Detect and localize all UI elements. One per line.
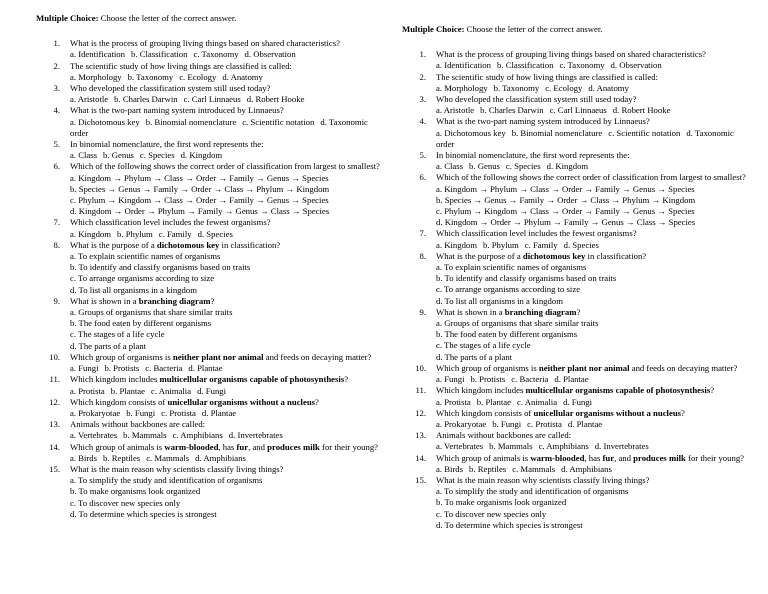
emphasis-text: fur [236, 441, 249, 452]
answer-choice: c. Amphibians [172, 430, 223, 441]
answer-choice: b. Genus [103, 150, 134, 161]
answer-choice: c. Taxonomy [559, 60, 605, 71]
answer-choice: d. Fungi [197, 385, 227, 396]
answer-choices [436, 60, 747, 71]
question-number: 2. [419, 71, 426, 82]
answer-choice: d. To list all organisms in a kingdom [436, 295, 563, 306]
question-number: 14. [49, 441, 60, 452]
answer-choice: b. The food eaten by different organisms [436, 329, 578, 340]
answer-choice: b. Phylum [483, 239, 519, 250]
question-number: 6. [53, 161, 60, 172]
question-text: Which group of organisms is neither plant nor animal and feeds on decaying matter? [70, 351, 372, 362]
answer-choice: d. Taxonomic order [70, 116, 368, 138]
question-list [36, 38, 381, 520]
question-number: 14. [415, 452, 426, 463]
answer-choice: c. Carl Linnaeus [549, 105, 607, 116]
question-number: 15. [49, 463, 60, 474]
answer-choices [436, 83, 747, 94]
answer-choice: a. Dichotomous key [70, 116, 140, 127]
answer-choice: b. Reptiles [469, 463, 507, 474]
section-heading [36, 13, 381, 24]
answer-choice: b. Classification [131, 49, 188, 60]
answer-choice: b. Mammals [123, 430, 167, 441]
section-heading [402, 24, 747, 35]
answer-choice: c. Phylum → Kingdom → Class → Order → Family → Genus → Species [436, 206, 695, 217]
emphasis-text: branching diagram [138, 295, 211, 306]
question-number: 3. [53, 83, 60, 94]
answer-choices [70, 430, 381, 441]
question-text: Which kingdom consists of unicellular organisms without a nucleus? [70, 396, 319, 407]
emphasis-text: neither plant nor animal [538, 362, 630, 373]
answer-choice: a. Morphology [70, 71, 122, 82]
question-number: 4. [419, 116, 426, 127]
answer-choice: a. Aristotle [70, 94, 109, 105]
answer-choice: b. Classification [497, 60, 554, 71]
question-item [402, 72, 747, 94]
answer-choice: d. The parts of a plant [70, 340, 147, 351]
answer-choice: c. Taxonomy [193, 49, 239, 60]
emphasis-text: fur [602, 452, 615, 463]
answer-choice: a. Identification [436, 60, 491, 71]
question-item [36, 296, 381, 352]
question-list [402, 49, 747, 531]
question-number: 11. [415, 385, 426, 396]
answer-choice: a. To explain scientific names of organisms [70, 251, 221, 262]
worksheet-copy-left [36, 13, 381, 520]
question-number: 5. [419, 150, 426, 161]
emphasis-text: produces milk [267, 441, 320, 452]
question-text: Which kingdom includes multicellular organisms capable of photosynthesis? [70, 374, 349, 385]
answer-choice: d. Species [197, 228, 233, 239]
answer-choice: c. Phylum → Kingdom → Class → Order → Family → Genus → Species [70, 195, 329, 206]
heading-instruction: Choose the letter of the correct answer. [464, 24, 603, 34]
question-number: 15. [415, 474, 426, 485]
answer-choice: c. To discover new species only [70, 497, 181, 508]
question-item [402, 430, 747, 452]
answer-choices [436, 240, 747, 251]
question-text: Which group of animals is warm-blooded, has fur, and produces milk for their young? [70, 441, 379, 452]
question-text: Which group of animals is warm-blooded, has fur, and produces milk for their young? [436, 452, 745, 463]
emphasis-text: unicellular organisms without a nucleus [167, 396, 316, 407]
answer-choice: a. Kingdom → Phylum → Class → Order → Family → Genus → Species [436, 183, 695, 194]
emphasis-text: unicellular organisms without a nucleus [533, 407, 682, 418]
answer-choice: c. Mammals [146, 452, 190, 463]
emphasis-text: produces milk [633, 452, 686, 463]
question-item [402, 49, 747, 71]
answer-choice: c. To arrange organisms according to size [70, 273, 215, 284]
question-number: 4. [53, 105, 60, 116]
answer-choice: b. Binomial nomenclature [145, 116, 237, 127]
answer-choice: d. Kingdom [546, 161, 589, 172]
answer-choice: c. Ecology [545, 82, 583, 93]
answer-choices [436, 419, 747, 430]
question-text: Which group of organisms is neither plant nor animal and feeds on decaying matter? [436, 362, 738, 373]
answer-choice: c. To arrange organisms according to size [436, 284, 581, 295]
answer-choice: c. Amphibians [538, 441, 589, 452]
question-item [36, 464, 381, 520]
question-number: 5. [53, 139, 60, 150]
question-item [36, 38, 381, 60]
answer-choice: d. Observation [244, 49, 296, 60]
answer-choices [70, 49, 381, 60]
answer-choice: c. The stages of a life cycle [436, 340, 531, 351]
answer-choice: d. Anatomy [588, 82, 629, 93]
question-text: What is the purpose of a dichotomous key in classification? [70, 239, 281, 250]
answer-choice: a. Fungi [436, 374, 465, 385]
answer-choice: d. Amphibians [561, 463, 612, 474]
question-number: 9. [53, 295, 60, 306]
question-number: 3. [419, 94, 426, 105]
answer-choices [436, 441, 747, 452]
answer-choices [436, 128, 747, 150]
answer-choice: a. Prokaryotae [70, 407, 121, 418]
answer-choices [70, 229, 381, 240]
answer-choices [436, 374, 747, 385]
question-item [402, 307, 747, 363]
question-item [402, 385, 747, 407]
answer-choice: a. Aristotle [436, 105, 475, 116]
answer-choice: c. Family [158, 228, 192, 239]
question-text: Which kingdom includes multicellular organisms capable of photosynthesis? [436, 385, 715, 396]
answer-choices [70, 386, 381, 397]
answer-choice: a. Identification [70, 49, 125, 60]
answer-choice: b. Binomial nomenclature [511, 127, 603, 138]
question-item [402, 228, 747, 250]
question-text: What is the process of grouping living things based on shared characteristics? [70, 38, 340, 49]
answer-choice: a. Class [70, 150, 98, 161]
question-text: Which of the following shows the correct order of classification from largest to smallest? [70, 161, 380, 172]
question-item [36, 442, 381, 464]
worksheet-copy-right [402, 24, 747, 531]
answer-choice: d. Taxonomic order [436, 127, 734, 149]
answer-choices [70, 72, 381, 83]
question-text: Which of the following shows the correct order of classification from largest to smallest? [436, 172, 746, 183]
answer-choice: d. Amphibians [195, 452, 246, 463]
answer-choice: b. Reptiles [103, 452, 141, 463]
answer-choice: d. Robert Hooke [612, 105, 671, 116]
question-text: Who developed the classification system still used today? [436, 94, 637, 105]
answer-choices [70, 150, 381, 161]
question-text: In binomial nomenclature, the first word represents the: [70, 139, 264, 150]
emphasis-text: neither plant nor animal [172, 351, 264, 362]
question-item [402, 475, 747, 531]
question-item [36, 83, 381, 105]
question-number: 11. [49, 374, 60, 385]
answer-choice: b. Plantae [476, 396, 512, 407]
answer-choice: d. Plantae [567, 418, 603, 429]
answer-choice: a. Prokaryotae [436, 418, 487, 429]
question-item [36, 419, 381, 441]
answer-choice: d. Kingdom → Order → Phylum → Family → Genus → Class → Species [70, 206, 330, 217]
answer-choice: c. Animalia [517, 396, 558, 407]
answer-choices [70, 117, 381, 139]
question-number: 10. [49, 351, 60, 362]
answer-choice: c. Animalia [151, 385, 192, 396]
answer-choice: c. Carl Linnaeus [183, 94, 241, 105]
answer-choice: b. Species → Genus → Family → Order → Class → Phylum → Kingdom [70, 183, 330, 194]
heading-label: Multiple Choice: [402, 24, 465, 34]
answer-choice: b. Mammals [489, 441, 533, 452]
question-text: Which kingdom consists of unicellular organisms without a nucleus? [436, 407, 685, 418]
question-item [402, 94, 747, 116]
question-item [402, 251, 747, 307]
question-item [36, 374, 381, 396]
answer-choice: a. Vertebrates [436, 441, 484, 452]
answer-choice: b. Genus [469, 161, 500, 172]
question-text: The scientific study of how living things are classified is called: [436, 71, 658, 82]
answer-choice: b. The food eaten by different organisms [70, 318, 212, 329]
answer-choice: a. Groups of organisms that share similar traits [436, 318, 599, 329]
answer-choice: d. Species [563, 239, 599, 250]
answer-choice: d. Fungi [563, 396, 593, 407]
answer-choice: b. Charles Darwin [480, 105, 544, 116]
question-item [36, 161, 381, 217]
answer-choice: d. Kingdom → Order → Phylum → Family → Genus → Class → Species [436, 217, 696, 228]
question-text: What is the two-part naming system introduced by Linnaeus? [70, 105, 284, 116]
question-text: What is the main reason why scientists classify living things? [436, 474, 650, 485]
answer-choice: a. Fungi [70, 363, 99, 374]
question-number: 8. [419, 250, 426, 261]
answer-choice: a. Birds [70, 452, 98, 463]
question-text: The scientific study of how living things are classified is called: [70, 60, 292, 71]
question-item [402, 116, 747, 150]
answer-choice: b. To make organisms look organized [70, 486, 201, 497]
question-item [402, 408, 747, 430]
emphasis-text: dichotomous key [522, 250, 586, 261]
answer-choices [436, 464, 747, 475]
answer-choice: a. Kingdom → Phylum → Class → Order → Family → Genus → Species [70, 172, 329, 183]
answer-choice: c. Protista [527, 418, 562, 429]
answer-choice: b. Species → Genus → Family → Order → Class → Phylum → Kingdom [436, 194, 696, 205]
answer-choice: c. Bacteria [511, 374, 549, 385]
heading-label: Multiple Choice: [36, 13, 99, 23]
question-number: 9. [419, 306, 426, 317]
answer-choice: c. Mammals [512, 463, 556, 474]
answer-choice: d. To list all organisms in a kingdom [70, 284, 197, 295]
question-item [36, 61, 381, 83]
answer-choice: c. Scientific notation [608, 127, 681, 138]
question-number: 6. [419, 172, 426, 183]
answer-choice: b. Fungi [492, 418, 522, 429]
answer-choice: d. The parts of a plant [436, 351, 513, 362]
question-number: 12. [49, 396, 60, 407]
question-number: 2. [53, 60, 60, 71]
emphasis-text: branching diagram [504, 306, 577, 317]
question-number: 12. [415, 407, 426, 418]
answer-choice: d. Kingdom [180, 150, 223, 161]
question-item [36, 352, 381, 374]
answer-choice: b. Taxonomy [493, 82, 540, 93]
question-text: Animals without backbones are called: [436, 430, 572, 441]
answer-choice: c. Species [139, 150, 175, 161]
answer-choice: d. Observation [610, 60, 662, 71]
question-item [36, 105, 381, 139]
answer-choice: a. To simplify the study and identification of organisms [436, 486, 629, 497]
question-text: Which classification level includes the fewest organisms? [70, 217, 271, 228]
answer-choice: a. To simplify the study and identification of organisms [70, 475, 263, 486]
answer-choice: b. Plantae [110, 385, 146, 396]
answer-choices [70, 363, 381, 374]
question-text: What is shown in a branching diagram? [70, 295, 215, 306]
answer-choice: c. Bacteria [145, 363, 183, 374]
answer-choice: b. To identify and classify organisms based on traits [70, 262, 251, 273]
question-number: 13. [415, 430, 426, 441]
question-number: 1. [419, 49, 426, 60]
emphasis-text: multicellular organisms capable of photosynthesis [159, 374, 345, 385]
answer-choice: a. To explain scientific names of organisms [436, 262, 587, 273]
answer-choices [70, 453, 381, 464]
answer-choice: a. Morphology [436, 82, 488, 93]
question-number: 13. [49, 419, 60, 430]
answer-choice: c. Ecology [179, 71, 217, 82]
answer-choices [70, 408, 381, 419]
question-text: In binomial nomenclature, the first word represents the: [436, 150, 630, 161]
answer-choice: a. Class [436, 161, 464, 172]
answer-choice: d. Plantae [201, 407, 237, 418]
answer-choice: d. To determine which species is strongest [436, 519, 583, 530]
question-text: Who developed the classification system still used today? [70, 83, 271, 94]
answer-choice: c. Protista [161, 407, 196, 418]
answer-choice: b. Phylum [117, 228, 153, 239]
question-item [36, 217, 381, 239]
question-number: 7. [419, 228, 426, 239]
emphasis-text: multicellular organisms capable of photosynthesis [525, 385, 711, 396]
answer-choices [436, 397, 747, 408]
question-text: What is the main reason why scientists classify living things? [70, 463, 284, 474]
answer-choice: d. Invertebrates [594, 441, 649, 452]
question-number: 10. [415, 362, 426, 373]
question-number: 8. [53, 239, 60, 250]
answer-choice: c. Family [524, 239, 558, 250]
emphasis-text: warm-blooded [164, 441, 219, 452]
answer-choice: a. Groups of organisms that share similar traits [70, 307, 233, 318]
answer-choice: d. To determine which species is strongest [70, 508, 217, 519]
answer-choice: b. Charles Darwin [114, 94, 178, 105]
question-text: What is the process of grouping living things based on shared characteristics? [436, 49, 706, 60]
answer-choices [436, 161, 747, 172]
answer-choice: c. The stages of a life cycle [70, 329, 165, 340]
answer-choice: d. Robert Hooke [246, 94, 305, 105]
answer-choice: d. Anatomy [222, 71, 263, 82]
answer-choice: d. Plantae [554, 374, 589, 385]
answer-choice: c. Species [505, 161, 541, 172]
answer-choice: a. Birds [436, 463, 464, 474]
heading-instruction: Choose the letter of the correct answer. [98, 13, 237, 23]
answer-choice: d. Plantae [188, 363, 223, 374]
answer-choice: b. Taxonomy [127, 71, 174, 82]
question-number: 1. [53, 38, 60, 49]
answer-choice: a. Dichotomous key [436, 127, 506, 138]
question-number: 7. [53, 217, 60, 228]
question-text: Which classification level includes the fewest organisms? [436, 228, 637, 239]
answer-choice: a. Kingdom [436, 239, 478, 250]
question-item [402, 363, 747, 385]
question-item [402, 453, 747, 475]
question-item [402, 172, 747, 228]
answer-choice: d. Invertebrates [228, 430, 283, 441]
emphasis-text: warm-blooded [530, 452, 585, 463]
answer-choices [70, 94, 381, 105]
answer-choice: c. To discover new species only [436, 508, 547, 519]
answer-choice: a. Protista [436, 396, 471, 407]
question-text: What is shown in a branching diagram? [436, 306, 581, 317]
question-text: What is the purpose of a dichotomous key in classification? [436, 250, 647, 261]
question-item [402, 150, 747, 172]
answer-choice: c. Scientific notation [242, 116, 315, 127]
answer-choice: a. Kingdom [70, 228, 112, 239]
question-item [36, 139, 381, 161]
answer-choice: b. Fungi [126, 407, 156, 418]
answer-choice: b. Protists [104, 363, 140, 374]
answer-choices [436, 105, 747, 116]
answer-choice: a. Vertebrates [70, 430, 118, 441]
answer-choice: b. Protists [470, 374, 506, 385]
emphasis-text: dichotomous key [156, 239, 220, 250]
answer-choice: b. To identify and classify organisms based on traits [436, 273, 617, 284]
question-item [36, 240, 381, 296]
question-text: What is the two-part naming system introduced by Linnaeus? [436, 116, 650, 127]
question-text: Animals without backbones are called: [70, 419, 206, 430]
answer-choice: a. Protista [70, 385, 105, 396]
answer-choice: b. To make organisms look organized [436, 497, 567, 508]
question-item [36, 397, 381, 419]
